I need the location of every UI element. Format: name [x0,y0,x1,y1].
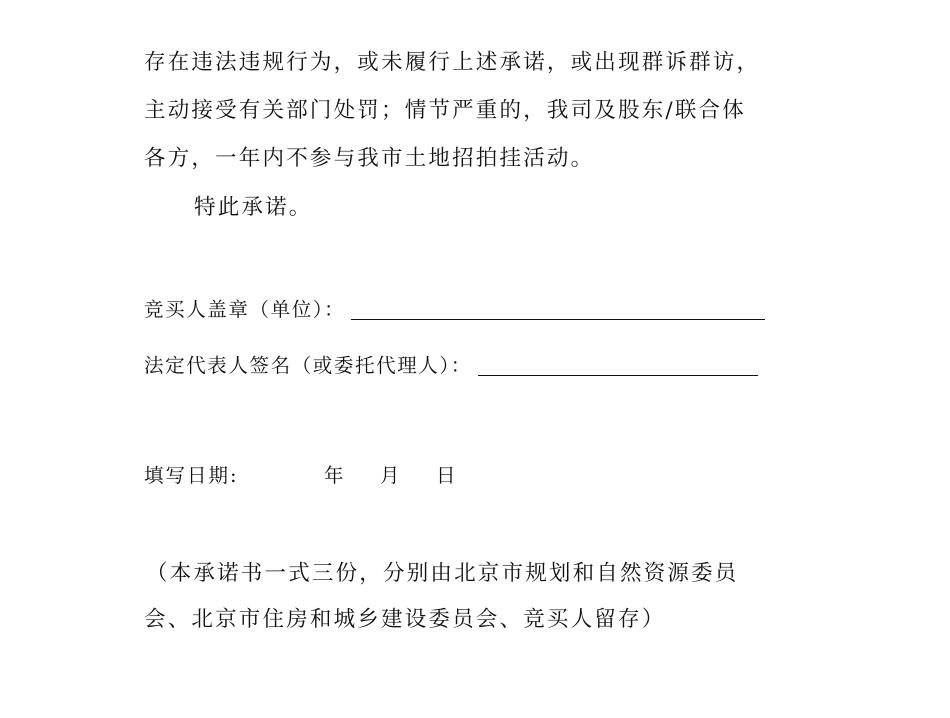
closing-statement: 特此承诺。 [194,195,313,220]
bidder-seal-row [144,300,765,320]
legal-rep-label: 法定代表人签名（或委托代理人）： [144,354,472,377]
note-line-2: 会、北京市住房和城乡建设委员会、竞买人留存） [144,607,666,632]
bidder-seal-label: 竞买人盖章（单位）： [144,298,346,321]
date-year: 年 [324,464,344,487]
date-label: 填写日期: [144,464,239,487]
legal-rep-row [144,356,758,376]
date-day: 日 [436,464,456,487]
note-line-1: （本承诺书一式三份，分别由北京市规划和自然资源委员 [146,561,739,586]
legal-rep-signature-line[interactable] [478,374,758,376]
paragraph-line-1: 存在违法违规行为，或未履行上述承诺，或出现群诉群访， [144,50,761,75]
date-month: 月 [380,464,400,487]
paragraph-line-2: 主动接受有关部门处罚；情节严重的，我司及股东/联合体 [144,98,746,123]
bidder-seal-line[interactable] [351,318,765,320]
paragraph-line-3: 各方，一年内不参与我市土地招拍挂活动。 [144,146,595,171]
